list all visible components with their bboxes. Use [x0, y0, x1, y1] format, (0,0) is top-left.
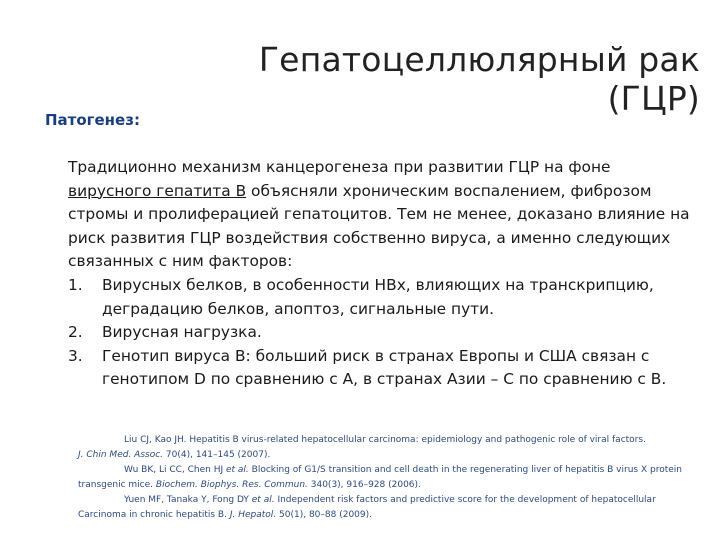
reference-item — [78, 463, 698, 493]
list-number: 3. — [68, 346, 83, 365]
list-item-text: Вирусная нагрузка. — [102, 323, 262, 342]
references — [78, 433, 698, 523]
reference-text: Independent risk factors and predictive score for the development of hepatocellular Carcinoma in chronic hepatitis B. — [78, 495, 656, 520]
reference-tail: 70(4), 141–145 (2007). — [163, 450, 271, 460]
intro-paragraph — [68, 156, 693, 274]
list-item-text: Генотип вируса B: больший риск в странах Европы и США связан с генотипом D по сравнению с A, в странах Азии – C по сравнению с B. — [102, 346, 667, 389]
reference-item — [78, 433, 698, 463]
body-text — [68, 156, 693, 392]
factor-list — [68, 274, 693, 392]
reference-tail: 340(3), 916–928 (2006). — [307, 480, 421, 490]
reference-etal: et al. — [251, 495, 275, 505]
reference-journal: Biochem. Biophys. Res. Commun. — [155, 480, 308, 490]
reference-journal: J. Hepatol. — [229, 510, 277, 520]
reference-authors: Wu BK, Li CC, Chen HJ — [124, 465, 226, 475]
reference-authors: Yuen MF, Tanaka Y, Fong DY — [124, 495, 252, 505]
list-number: 1. — [68, 275, 83, 294]
intro-text-1: Традиционно механизм канцерогенеза при развитии ГЦР на фоне — [68, 158, 611, 176]
list-number: 2. — [68, 323, 83, 342]
reference-text: Liu CJ, Kao JH. Hepatitis B virus-related hepatocellular carcinoma: epidemiology and pathogenic role of viral factors. — [124, 435, 646, 445]
list-item — [68, 345, 693, 392]
underlined-term: вирусного гепатита B — [68, 181, 247, 200]
reference-text: Blocking of G1/S transition and cell death in the regenerating liver of hepatitis B virus X protein transgenic mice. — [78, 465, 682, 490]
reference-tail: 50(1), 80–88 (2009). — [276, 510, 372, 520]
reference-item — [78, 493, 698, 523]
list-item — [68, 274, 693, 321]
section-subtitle: Патогенез: — [45, 111, 140, 129]
intro-text-2: объясняли хроническим воспалением, фиброзом стромы и пролиферацией гепатоцитов. Тем не менее, доказано влияние на риск развития ГЦР воздействия собственно вируса, а именно следующих связанных с ним факторов: — [68, 181, 690, 271]
reference-journal: J. Chin Med. Assoc. — [78, 450, 164, 460]
list-item — [68, 321, 693, 345]
slide-title: Гепатоцеллюлярный рак (ГЦР) — [258, 40, 700, 118]
reference-etal: et al. — [225, 465, 249, 475]
list-item-text: Вирусных белков, в особенности HBx, влияющих на транскрипцию, деградацию белков, апоптоз, сигнальные пути. — [102, 275, 654, 318]
